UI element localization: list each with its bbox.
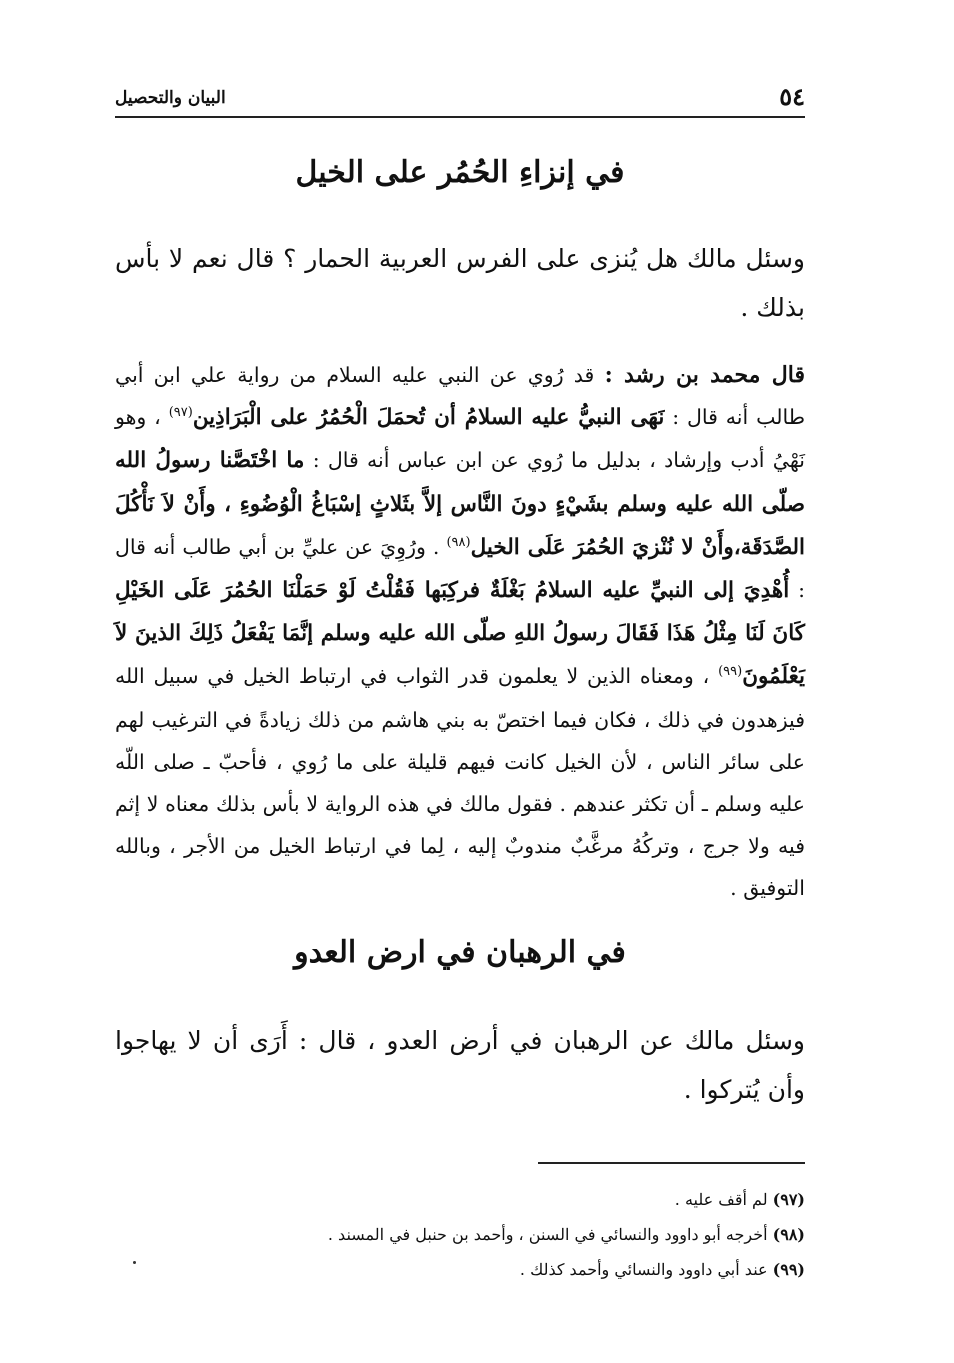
commentary-text: . ورُوِيَ عن عليِّ بن أبي طالب أنه قال : [115, 534, 805, 603]
footnote-ref[interactable]: (٩٩) [718, 664, 743, 680]
hadith-quote: ما اخْتَصَّنا رسولُ الله صلّى الله عليه وسلم بشَيْءٍ دونَ النَّاس إلاَّ بثَلاثٍ إسْبَاغُ الْوُضُوءِ ، وأَنْ لاَ نَأْكُلَ الصَّدَقَة،وأَنْ لا نُنْزيَ الحُمُرَ عَلَى الخيل [115, 448, 805, 560]
commentary-text: قد رُوي عن النبي عليه السلام من رواية علي ابن أبي طالب أنه قال : [115, 363, 806, 430]
footnote-item [115, 1217, 805, 1252]
section-title: في إنزاءِ الحُمُر على الخيل [295, 155, 625, 190]
commentary-text: ، ومعناه الذين لا يعلمون قدر الثواب في ارتباط الخيل في سبيل الله فيزهدون في ذلك ، فكان فيما اختصّ به بني هاشم من ذلك زيادةً في الترغيب لهم على سائر الناس ، لأن الخيل كانت فيهم قليلة على ما رُوي ، فأحبّ ـ صلى اللّه عليه وسلم ـ أن تكثر عندهم . فقول مالك في هذه الرواية لا بأس بذلك معناه لا إثم فيه ولا جرج ، وتركُهُ مرغَّبٌ مندوبٌ إليه ، لِما في ارتباط الخيل من الأجر ، وبالله التوفيق . [115, 664, 805, 901]
question-paragraph: وسئل مالك عن الرهبان في أرض العدو ، قال : أَرَى أن لا يهاجوا وأن يُتركوا . [115, 1025, 805, 1104]
commentary-text: ، وهو نَهْيُ أدب وإرشاد ، بدليل ما رُوي عن ابن عباس أنه قال : [115, 405, 805, 473]
page-number: ٥٤ [779, 82, 805, 111]
footnote-text: لم أقف عليه . [674, 1189, 773, 1209]
hadith-quote: أُهْدِيَ إلى النبيِّ عليه السلامُ بَغْلَةٌ فركِبَها فَقُلْتُ لَوْ حَمَلْنَا الحُمُرَ عَلَى الخَيْلِ كَانَ لَنَا مِثْلُ هَذَا فَقَالَ رسولُ اللهِ صلّى الله عليه وسلم إنَّمَا يَفْعَلُ ذَلِكَ الذينَ لاَ يَعْلَمُونَ [115, 578, 805, 690]
footnote-item [115, 1182, 805, 1217]
book-title: البيان والتحصيل [115, 88, 226, 108]
running-header [115, 82, 805, 118]
footnote-text: عند أبي داوود والنسائي وأحمد كذلك . [519, 1259, 773, 1279]
commentary-lead: قال محمد بن رشد : [604, 362, 805, 388]
footnote-text: أخرجه أبو داوود والنسائي في السنن ، وأحمد بن حنبل في المسند . [327, 1224, 773, 1244]
footnote-number: (٩٨) [772, 1224, 805, 1244]
footnote-number: (٩٩) [772, 1259, 805, 1279]
book-page [115, 82, 805, 1302]
footnotes-list [115, 1182, 805, 1287]
hadith-quote: نَهَى النبيُّ عليه السلامُ أن تُحمَلَ الْحُمُرُ على الْبَرَاذِين [192, 405, 665, 431]
footnote-divider [538, 1162, 805, 1164]
footnote-item [115, 1252, 805, 1287]
scan-speck [133, 1261, 136, 1264]
footnote-ref[interactable]: (٩٧) [168, 405, 193, 421]
commentary-paragraph [115, 354, 805, 910]
footnote-ref[interactable]: (٩٨) [446, 534, 471, 550]
question-paragraph: وسئل مالك هل يُنزى على الفرس العربية الحمار ؟ قال نعم لا بأس بذلك . [115, 244, 805, 322]
footnote-number: (٩٧) [772, 1189, 805, 1209]
section-title: في الرهبان في ارض العدو [294, 934, 626, 970]
